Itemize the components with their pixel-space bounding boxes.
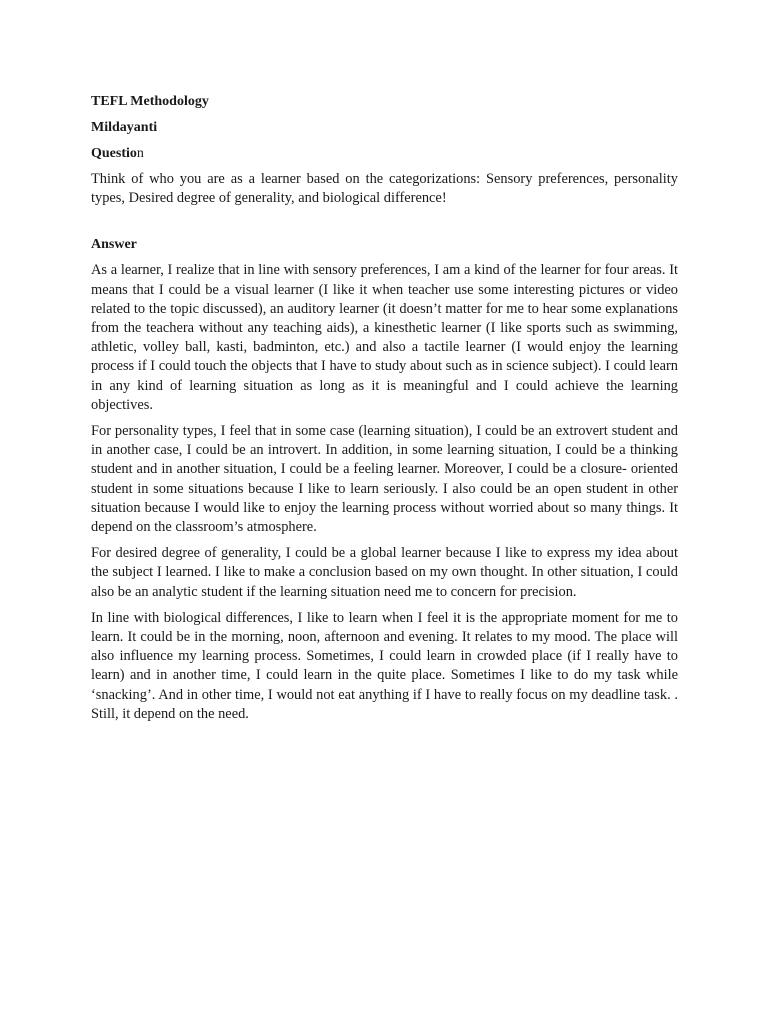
document-title: TEFL Methodology — [91, 94, 209, 109]
author-name: Mildayanti — [91, 120, 158, 135]
answer-paragraph-generality: For desired degree of generality, I could be a global learner because I like to express my idea about the subject I learned. I like to make a conclusion based on my own thought. In other situation, I could also be an analytic student if the learning situation need me to concern for precision. — [91, 545, 678, 600]
answer-paragraph-personality: For personality types, I feel that in some case (learning situation), I could be an extrovert student and in another case, I could be an introvert. In addition, in some learning situation, I could be a thinking student and in another situation, I could be a feeling learner. Moreover, I could be a closure- oriented student in some situations because I like to learn seriously. I also could be an open student in other situation because I would like to enjoy the learning process without worried about so many things. It depend on the classroom’s atmosphere. — [91, 423, 678, 536]
answer-paragraph-biological: In line with biological differences, I like to learn when I feel it is the appropriate moment for me to learn. It could be in the morning, noon, afternoon and evening. It relates to my mood. The place will also influence my learning process. Sometimes, I could learn in crowded place (if I really have to learn) and in another time, I could learn in the quite place. Sometimes I like to do my task while ‘snacking’. And in other time, I would not eat anything if I have to really focus on my deadline task. . Still, it depend on the need. — [91, 609, 678, 722]
question-text: Think of who you are as a learner based on the categorizations: Sensory preferences, personality types, Desired degree of generality, and biological difference! — [91, 171, 678, 207]
question-label — [91, 144, 678, 163]
document-page — [91, 92, 678, 731]
question-label-plain: n — [136, 146, 144, 161]
question-label-bold: Questio — [91, 146, 137, 161]
answer-paragraph-sensory: As a learner, I realize that in line with sensory preferences, I am a kind of the learner for four areas. It means that I could be a visual learner (I like it when teacher use some interesting pictures or video related to the topic discussed), an auditory learner (it doesn’t matter for me to hear some explanations from the teachera without any teaching aids), a kinesthetic learner (I like sports such as swimming, athletic, volley ball, kasti, badminton, etc.) and also a tactile learner (I would enjoy the learning process if I could touch the objects that I have to study about such as in science subject). I could learn in any kind of learning situation as long as it is meaningful and I could achieve the learning objectives. — [91, 262, 678, 413]
answer-label: Answer — [91, 237, 137, 253]
